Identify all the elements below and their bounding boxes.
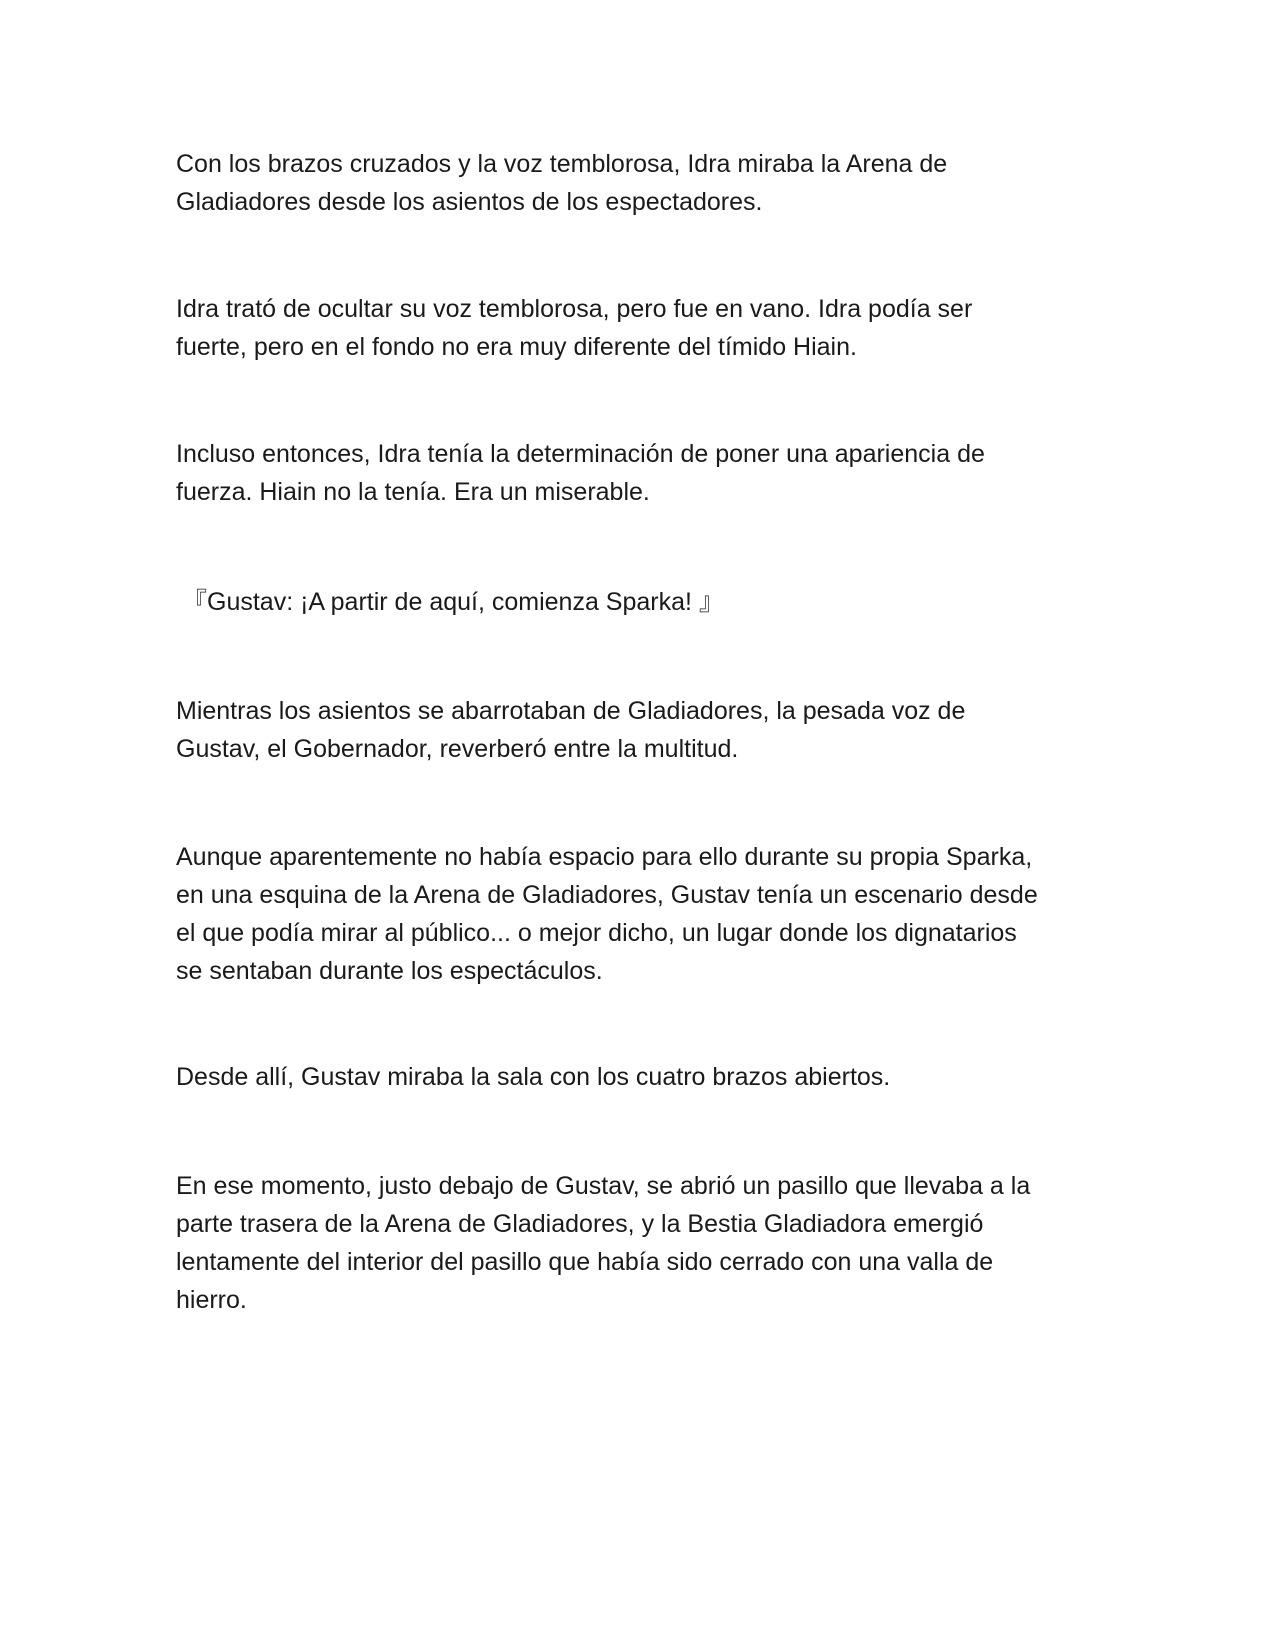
paragraph-2: Idra trató de ocultar su voz temblorosa, pero fue en vano. Idra podía ser fuerte, pero en el fondo no era muy diferente del tímido Hiain. bbox=[176, 295, 973, 361]
paragraph-5: Mientras los asientos se abarrotaban de Gladiadores, la pesada voz de Gustav, el Gobernador, reverberó entre la multitud. bbox=[176, 697, 966, 763]
paragraph-3: Incluso entonces, Idra tenía la determinación de poner una apariencia de fuerza. Hiain no la tenía. Era un miserable. bbox=[176, 440, 985, 506]
paragraph-6: Aunque aparentemente no había espacio para ello durante su propia Sparka, en una esquina de la Arena de Gladiadores, Gustav tenía un escenario desde el que podía mirar al público... o mejor dicho, un lugar donde los dignatarios se sentaban durante los espectáculos. bbox=[176, 843, 1038, 985]
dialogue-line: 『Gustav: ¡A partir de aquí, comienza Sparka! 』 bbox=[182, 588, 724, 616]
paragraph-7: Desde allí, Gustav miraba la sala con los cuatro brazos abiertos. bbox=[176, 1063, 891, 1091]
paragraph-8: En ese momento, justo debajo de Gustav, se abrió un pasillo que llevaba a la parte trasera de la Arena de Gladiadores, y la Bestia Gladiadora emergió lentamente del interior del pasillo que había sido cerrado con una valla de hierro. bbox=[176, 1172, 1031, 1314]
paragraph-1: Con los brazos cruzados y la voz temblorosa, Idra miraba la Arena de Gladiadores desde los asientos de los espectadores. bbox=[176, 150, 948, 216]
